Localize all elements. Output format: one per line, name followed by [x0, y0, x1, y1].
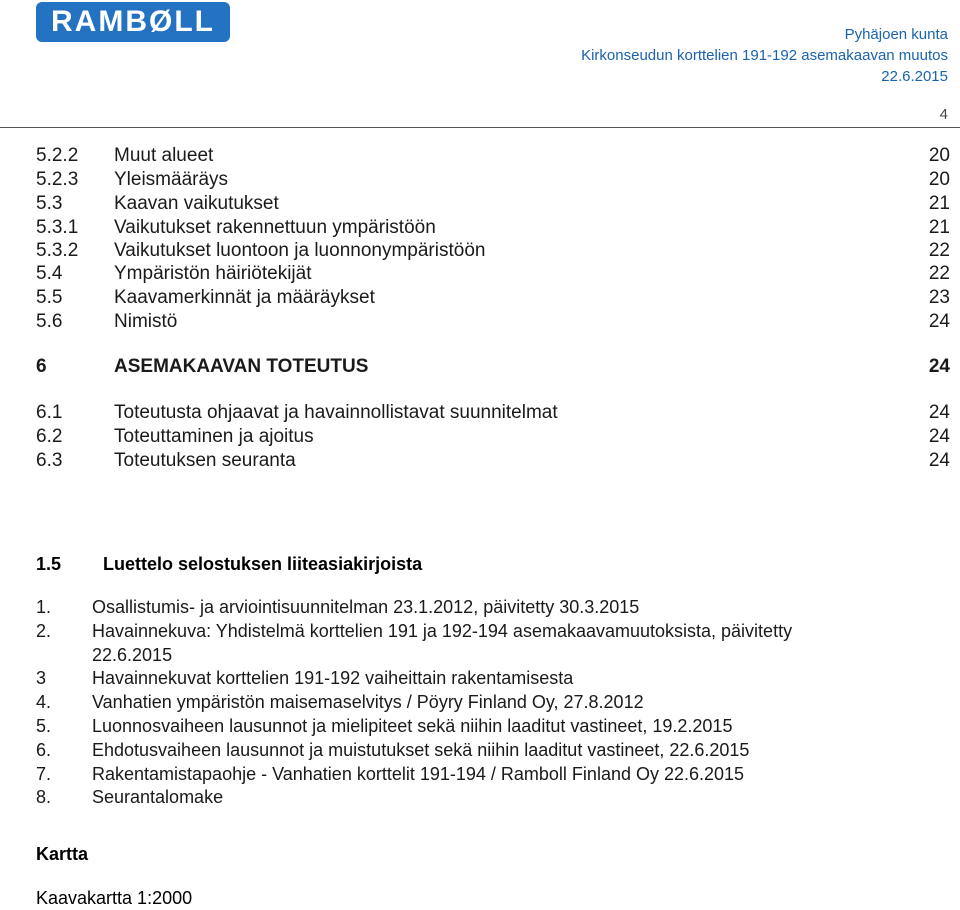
toc-number: 5.3.1: [36, 217, 79, 238]
attachment-text: Ehdotusvaiheen lausunnot ja muistutukset sekä niihin laaditut vastineet, 22.6.2015: [92, 740, 750, 760]
ramboll-logo: RAMBØLL: [36, 2, 230, 42]
attachment-number: 7.: [36, 764, 52, 784]
toc-title: Vaikutukset rakennettuun ympäristöön: [114, 217, 436, 238]
toc-page: 24: [928, 402, 950, 423]
attachment-number: 1.: [36, 597, 52, 617]
toc-number: 5.2.3: [36, 169, 79, 190]
toc-title: Kaavamerkinnät ja määräykset: [114, 287, 375, 308]
attachment-text: Luonnosvaiheen lausunnot ja mielipiteet sekä niihin laaditut vastineet, 19.2.2015: [92, 716, 733, 736]
toc-number: 5.4: [36, 263, 63, 284]
toc-title: Yleismääräys: [114, 169, 229, 190]
toc-number: 5.2.2: [36, 145, 79, 166]
toc-page: 22: [928, 263, 950, 284]
toc-page: 24: [928, 356, 950, 377]
toc-page: 22: [928, 240, 950, 261]
toc-title: Toteutusta ohjaavat ja havainnollistavat suunnitelmat: [114, 402, 558, 423]
toc-number: 5.6: [36, 311, 63, 332]
attachment-text: Seurantalomake: [92, 787, 224, 807]
attachment-number: 4.: [36, 692, 52, 712]
document-header-info: [581, 24, 948, 87]
attachment-number: 2.: [36, 621, 52, 641]
map-heading: Kartta: [36, 844, 89, 864]
toc-title: Ympäristön häiriötekijät: [114, 263, 312, 284]
toc-number: 6.1: [36, 402, 63, 423]
attachment-text: Rakentamistapaohje - Vanhatien korttelit 191-194 / Ramboll Finland Oy 22.6.2015: [92, 764, 745, 784]
project-title: Kirkonseudun korttelien 191-192 asemakaavan muutos: [581, 47, 948, 64]
municipality-name: Pyhäjoen kunta: [844, 26, 948, 43]
toc-number: 6: [36, 356, 47, 377]
toc-page: 23: [928, 287, 950, 308]
attachment-text: Osallistumis- ja arviointisuunnitelman 23.1.2012, päivitetty 30.3.2015: [92, 597, 640, 617]
document-date: 22.6.2015: [881, 68, 948, 85]
toc-page: 24: [928, 450, 950, 471]
toc-number: 5.3.2: [36, 240, 79, 261]
attachment-text: Vanhatien ympäristön maisemaselvitys / Pöyry Finland Oy, 27.8.2012: [92, 692, 644, 712]
toc-number: 6.3: [36, 450, 63, 471]
section-title: Luettelo selostuksen liiteasiakirjoista: [103, 554, 423, 574]
page-number: 4: [939, 106, 948, 123]
toc-page: 24: [928, 426, 950, 447]
attachment-number: 5.: [36, 716, 52, 736]
map-item: Kaavakartta 1:2000: [36, 888, 193, 908]
toc-title: Kaavan vaikutukset: [114, 193, 279, 214]
toc-page: 20: [928, 169, 950, 190]
attachment-number: 6.: [36, 740, 52, 760]
toc-title: ASEMAKAAVAN TOTEUTUS: [114, 356, 369, 377]
attachment-text: 22.6.2015: [92, 645, 173, 665]
section-number: 1.5: [36, 554, 62, 574]
attachment-number: 3: [36, 668, 47, 688]
header-divider: [0, 127, 960, 128]
toc-number: 6.2: [36, 426, 63, 447]
attachment-text: Havainnekuva: Yhdistelmä korttelien 191 ja 192-194 asemakaavamuutoksista, päivitetty: [92, 621, 793, 641]
attachment-text: Havainnekuvat korttelien 191-192 vaiheittain rakentamisesta: [92, 668, 574, 688]
toc-page: 21: [928, 217, 950, 238]
toc-page: 20: [928, 145, 950, 166]
toc-number: 5.3: [36, 193, 63, 214]
toc-page: 24: [928, 311, 950, 332]
toc-title: Muut alueet: [114, 145, 214, 166]
toc-page: 21: [928, 193, 950, 214]
toc-title: Vaikutukset luontoon ja luonnonympäristöön: [114, 240, 486, 261]
attachment-number: 8.: [36, 787, 52, 807]
toc-title: Toteuttaminen ja ajoitus: [114, 426, 314, 447]
toc-title: Toteutuksen seuranta: [114, 450, 296, 471]
toc-title: Nimistö: [114, 311, 178, 332]
toc-number: 5.5: [36, 287, 63, 308]
